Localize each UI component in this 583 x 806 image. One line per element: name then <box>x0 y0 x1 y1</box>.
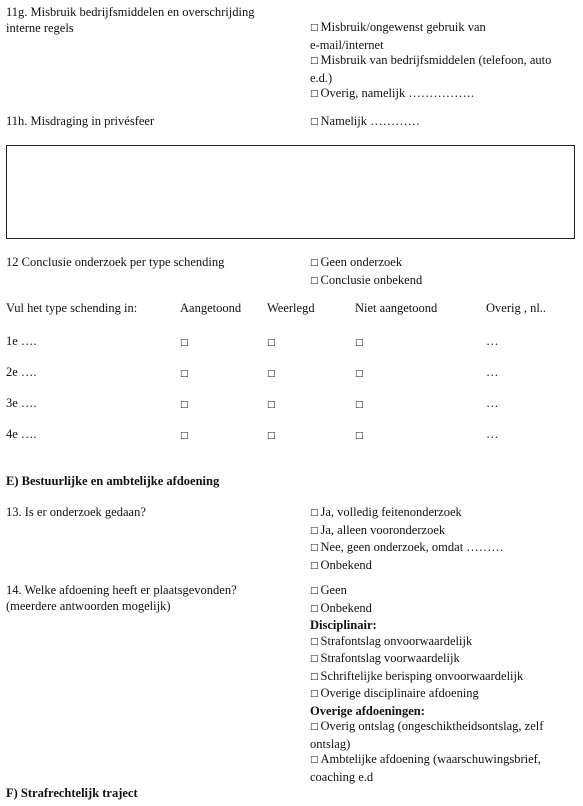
q14-option-ambtelijk-cont: coaching e.d <box>310 769 374 784</box>
checkbox-icon[interactable]: □ <box>310 23 319 33</box>
table-header-aangetoond: Aangetoond <box>180 301 242 315</box>
q13-option-vooronderzoek[interactable]: □ Ja, alleen vooronderzoek <box>310 522 446 537</box>
q11g-option-email-cont: e-mail/internet <box>310 37 384 52</box>
row-3-niet-aangetoond-checkbox[interactable]: □ <box>355 400 364 410</box>
question-11g-options <box>310 20 582 104</box>
checkbox-icon[interactable]: □ <box>310 117 319 127</box>
table-row-1-label: 1e …. <box>6 334 37 348</box>
q14-option-strafontslag-voorwaardelijk[interactable]: □ Strafontslag voorwaardelijk <box>310 651 460 665</box>
q11g-option-overig[interactable]: □ Overig, namelijk ……………. <box>310 86 474 100</box>
q11g-option-bedrijfsmiddelen-cont: e.d.) <box>310 70 333 85</box>
table-header-weerlegd: Weerlegd <box>267 301 315 315</box>
q14-label-line2: (meerdere antwoorden mogelijk) <box>6 598 171 613</box>
row-4-aangetoond-checkbox[interactable]: □ <box>180 431 189 441</box>
row-1-aangetoond-checkbox[interactable]: □ <box>180 338 189 348</box>
q14-label-line1: 14. Welke afdoening heeft er plaatsgevonden? <box>6 583 237 597</box>
q11h-option-namelijk[interactable]: □ Namelijk ………… <box>310 114 421 128</box>
question-14-label <box>6 583 296 614</box>
checkbox-icon[interactable]: □ <box>310 636 319 647</box>
row-2-aangetoond-checkbox[interactable]: □ <box>180 369 189 379</box>
table-row-4-label: 4e …. <box>6 427 37 441</box>
table-row-2-label: 2e …. <box>6 365 37 379</box>
checkbox-icon[interactable]: □ <box>310 275 319 286</box>
q14-option-overig-ontslag-cont: ontslag) <box>310 736 351 751</box>
q14-option-strafontslag-onvoorwaardelijk[interactable]: □ Strafontslag onvoorwaardelijk <box>310 633 473 648</box>
row-1-niet-aangetoond-checkbox[interactable]: □ <box>355 338 364 348</box>
q14-option-overige-disciplinair[interactable]: □ Overige disciplinaire afdoening <box>310 686 479 700</box>
checkbox-icon[interactable]: □ <box>310 89 319 99</box>
checkbox-icon[interactable]: □ <box>310 586 319 596</box>
checkbox-icon[interactable]: □ <box>310 654 319 664</box>
q14-option-geen[interactable]: □ Geen <box>310 583 347 597</box>
q14-option-onbekend[interactable]: □ Onbekend <box>310 600 372 615</box>
table-row-3-label: 3e …. <box>6 396 37 410</box>
checkbox-icon[interactable]: □ <box>310 56 319 66</box>
question-13-label: 13. Is er onderzoek gedaan? <box>6 505 146 519</box>
row-2-niet-aangetoond-checkbox[interactable]: □ <box>355 369 364 379</box>
q14-option-overig-ontslag[interactable]: □ Overig ontslag (ongeschiktheidsontslag, zelf <box>310 719 544 733</box>
q11g-label-line2: interne regels <box>6 20 74 35</box>
checkbox-icon[interactable]: □ <box>310 525 319 536</box>
row-3-weerlegd-checkbox[interactable]: □ <box>267 400 276 410</box>
question-11g-label <box>6 5 296 36</box>
q12-option-conclusie-onbekend[interactable]: □ Conclusie onbekend <box>310 272 423 287</box>
row-2-overig[interactable]: … <box>486 365 499 379</box>
table-header-type: Vul het type schending in: <box>6 301 138 315</box>
q13-option-onbekend[interactable]: □ Onbekend <box>310 557 372 572</box>
row-4-niet-aangetoond-checkbox[interactable]: □ <box>355 431 364 441</box>
q13-option-volledig[interactable]: □ Ja, volledig feitenonderzoek <box>310 505 462 519</box>
checkbox-icon[interactable]: □ <box>310 508 319 518</box>
q11g-label-line1: 11g. Misbruik bedrijfsmiddelen en overschrijding <box>6 5 255 19</box>
q14-option-ambtelijk[interactable]: □ Ambtelijke afdoening (waarschuwingsbrief, <box>310 752 541 766</box>
row-3-aangetoond-checkbox[interactable]: □ <box>180 400 189 410</box>
q13-option-nee[interactable]: □ Nee, geen onderzoek, omdat ……… <box>310 540 504 554</box>
question-14-options <box>310 583 582 785</box>
q14-option-berisping[interactable]: □ Schriftelijke berisping onvoorwaardelijk <box>310 668 524 683</box>
q11g-option-bedrijfsmiddelen[interactable]: □ Misbruik van bedrijfsmiddelen (telefoon, auto <box>310 53 552 67</box>
question-11h-label: 11h. Misdraging in privésfeer <box>6 114 155 128</box>
checkbox-icon[interactable]: □ <box>310 671 319 682</box>
q14-overige-heading: Overige afdoeningen: <box>310 703 425 718</box>
checkbox-icon[interactable]: □ <box>310 258 319 268</box>
q12-option-geen-onderzoek[interactable]: □ Geen onderzoek <box>310 255 403 269</box>
question-12-options <box>310 255 582 290</box>
section-e-heading: E) Bestuurlijke en ambtelijke afdoening <box>6 474 220 488</box>
question-11h-options <box>310 114 582 132</box>
checkbox-icon[interactable]: □ <box>310 560 319 571</box>
checkbox-icon[interactable]: □ <box>310 603 319 614</box>
row-1-weerlegd-checkbox[interactable]: □ <box>267 338 276 348</box>
q14-disciplinair-heading: Disciplinair: <box>310 618 377 632</box>
table-header-overig: Overig , nl.. <box>486 301 547 315</box>
table-header-niet-aangetoond: Niet aangetoond <box>355 301 438 315</box>
question-13-options <box>310 505 582 575</box>
row-4-weerlegd-checkbox[interactable]: □ <box>267 431 276 441</box>
section-f-heading: F) Strafrechtelijk traject <box>6 786 138 800</box>
q11g-option-email[interactable]: □ Misbruik/ongewenst gebruik van <box>310 20 486 34</box>
row-4-overig[interactable]: … <box>486 427 499 441</box>
row-2-weerlegd-checkbox[interactable]: □ <box>267 369 276 379</box>
checkbox-icon[interactable]: □ <box>310 722 319 732</box>
checkbox-icon[interactable]: □ <box>310 755 319 765</box>
free-text-box[interactable] <box>6 145 575 239</box>
row-3-overig[interactable]: … <box>486 396 499 410</box>
checkbox-icon[interactable]: □ <box>310 689 319 699</box>
row-1-overig[interactable]: … <box>486 334 499 348</box>
checkbox-icon[interactable]: □ <box>310 543 319 553</box>
question-12-label: 12 Conclusie onderzoek per type schending <box>6 255 225 269</box>
